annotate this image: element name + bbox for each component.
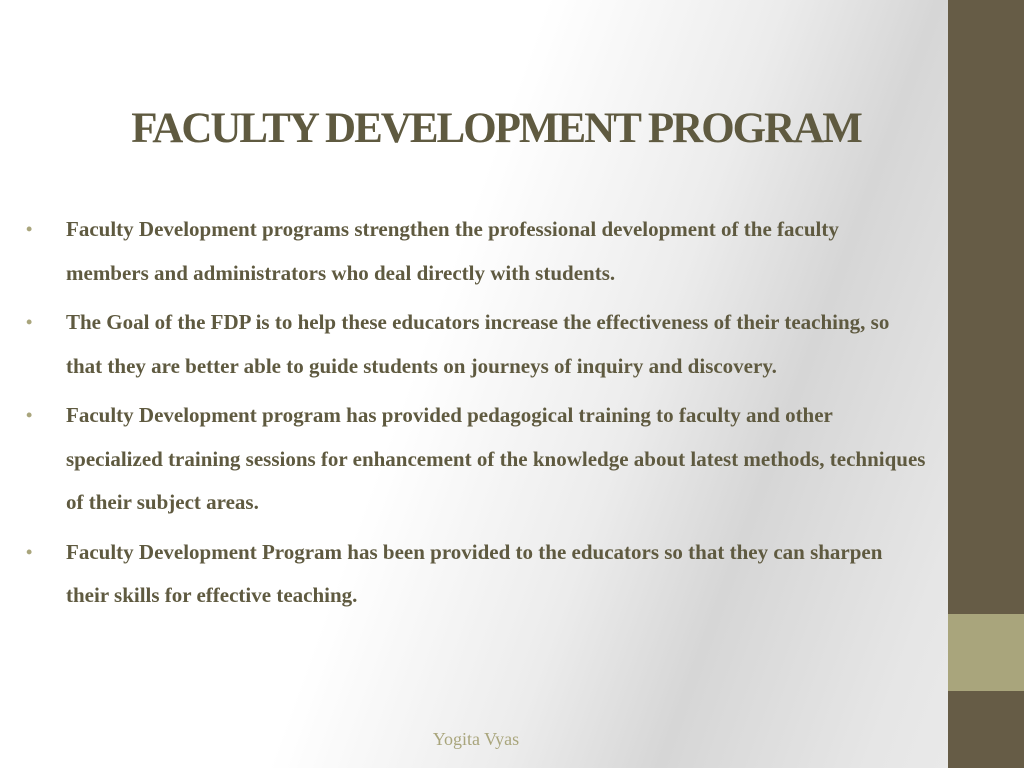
bullet-list [26,208,926,624]
bullet-text: Faculty Development program has provided pedagogical training to faculty and other specialized training sessions for enhancement of the knowledge about latest methods, techniques of their subject areas. [66,403,926,514]
bullet-icon: • [26,219,33,239]
bullet-text: Faculty Development programs strengthen the professional development of the faculty members and administrators who deal directly with students. [66,217,839,285]
bullet-item [26,531,926,618]
bullet-item [26,394,926,525]
slide-title: FACULTY DEVELOPMENT PROGRAM [131,105,861,152]
bullet-icon: • [26,312,33,332]
bullet-text: Faculty Development Program has been provided to the educators so that they can sharpen their skills for effective teaching. [66,539,883,607]
footer-author: Yogita Vyas [432,729,520,749]
right-sidebar-accent-block [948,614,1024,691]
bullet-icon: • [26,405,33,425]
bullet-text: The Goal of the FDP is to help these educators increase the effectiveness of their teaching, so that they are better able to guide students on journeys of inquiry and discovery. [66,310,890,378]
bullet-icon: • [26,541,33,562]
bullet-item [26,301,926,388]
bullet-item [26,208,926,295]
